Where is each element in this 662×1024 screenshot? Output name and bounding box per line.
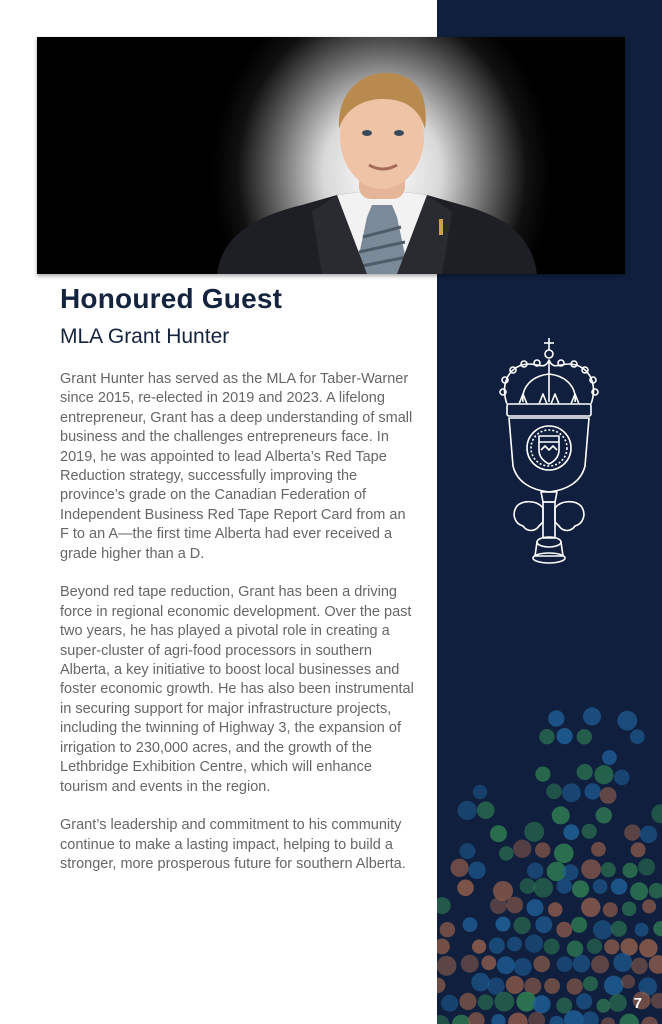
decorative-dot [507,937,522,952]
decorative-dot [506,976,524,994]
decorative-dot [581,898,600,917]
decorative-dot [587,939,602,954]
decorative-dot [539,729,554,744]
decorative-dot [613,953,632,972]
decorative-dot [639,939,657,957]
decorative-dot [593,879,608,894]
decorative-dot [497,956,515,974]
decorative-dot [576,993,592,1009]
decorative-dot [459,993,476,1010]
decorative-dot [533,956,550,973]
decorative-dot [525,935,543,953]
decorative-dot [441,995,458,1012]
decorative-dot [489,938,505,954]
decorative-dot [651,993,662,1009]
decorative-dot [490,897,507,914]
decorative-dot [649,883,662,899]
decorative-dot [571,917,587,933]
decorative-dot [494,992,514,1012]
decorative-dot [630,882,648,900]
decorative-dot [468,862,485,879]
decorative-dot [528,1012,545,1024]
decorative-dot [554,844,574,864]
decorative-dot [477,801,495,819]
decorative-dot [593,920,612,939]
decorative-dot [631,842,646,857]
decorative-dot [526,899,543,916]
decorative-dot [461,955,479,973]
decorative-dot [481,955,496,970]
decorative-dot [513,917,530,934]
decorative-dot [437,956,457,976]
decorative-dot [567,941,583,957]
bio-paragraph-1: Grant Hunter has served as the MLA for Taber-Warner since 2015, re-elected in 2019 and 2023. A lifelong entrepreneur, Grant has a deep understanding of small business and the challenges entrepreneurs face. In 2019, he was appointed to lead Alberta’s Red Tape Reduction strategy, successfully improving the province’s grade on the Canadian Federation of Independent Business Red Tape Report Card from an F to an A—the first time Alberta had ever received a grade higher than a D. [60,371,413,562]
decorative-dot [585,783,601,799]
decorative-dot [624,824,640,840]
decorative-dot [622,902,637,917]
decorative-dot [631,958,648,975]
decorative-dot [557,728,573,744]
decorative-dot [601,862,616,877]
decorative-dot [583,707,601,725]
decorative-dot [546,784,562,800]
decorative-dot [620,1014,639,1024]
decorative-dot [630,729,645,744]
decorative-dot [535,916,552,933]
decorative-dot [581,859,601,879]
page-number: 7 [633,995,642,1012]
decorative-dot [640,826,657,843]
mace-crown-emblem [493,336,605,568]
decorative-dot [499,846,514,861]
decorative-dot [556,922,572,938]
decorative-dot [496,917,511,932]
decorative-dot [506,897,523,914]
decorative-dot [552,806,570,824]
decorative-dot [623,863,638,878]
decorative-dot [463,917,478,932]
decorative-dot [567,978,583,994]
decorative-dot [582,1011,599,1024]
decorative-dot [544,939,560,955]
decorative-dot [609,994,627,1012]
decorative-dot [577,764,593,780]
decorative-dot [544,978,560,994]
decorative-dot [533,878,553,898]
decorative-dot [638,859,655,876]
decorative-dot [572,880,589,897]
portrait-photo [37,37,625,274]
decorative-dot [649,955,662,974]
bio-paragraph-2: Beyond red tape reduction, Grant has been a driving force in regional economic development. Over the past two years, he has played a pivotal role in creating a super-cluster of agri-food processors in southern Alberta, a key initiative to boost local businesses and foster economic growth. He has also been instrumental in securing support for major infrastructure projects, including the twinning of Highway 3, the expansion of irrigation to 230,000 acres, and the growth of the Lethbridge Exhibition Centre, which will enhance tourism and events in the region. [60,584,414,795]
decorative-dot [437,939,450,955]
decorative-dot [604,939,619,954]
page-heading: Honoured Guest [60,283,283,314]
decorative-dot [527,863,543,879]
decorative-dot [621,975,635,989]
decorative-dot [557,956,573,972]
decorative-dot [596,999,610,1013]
decorative-dot [535,842,550,857]
decorative-dot [520,878,536,894]
guest-name: MLA Grant Hunter [60,325,230,348]
decorative-dot [440,922,455,937]
decorative-dot [533,995,551,1013]
decorative-dot [617,711,637,731]
decorative-dot [513,840,531,858]
decorative-dot [452,1015,471,1024]
decorative-dot [611,878,627,894]
decorative-dot [468,1012,485,1024]
decorative-dot [478,994,494,1010]
decorative-dot [642,899,656,913]
decorative-dot [490,825,507,842]
decorative-dot [473,785,487,799]
decorative-dot [563,824,579,840]
decorative-dot [577,729,592,744]
decorative-dot [437,978,445,994]
decorative-dot [602,750,617,765]
decorative-dot [437,897,451,914]
decorative-dot [563,864,579,880]
decorative-dot [591,842,606,857]
decorative-dot [562,783,581,802]
decorative-dot [651,804,662,823]
decorative-dot [601,1017,615,1024]
decorative-dot [600,787,617,804]
decorative-dot [557,878,572,893]
decorative-dot [459,843,475,859]
bio-paragraph-3: Grant’s leadership and commitment to his community continue to make a lasting impact, helping to build a stronger, more prosperous future for southern Alberta. [60,817,406,873]
decorative-dot [653,921,662,936]
decorative-dot [614,770,630,786]
decorative-dot [583,976,598,991]
decorative-dot [635,923,649,937]
biography [60,370,415,894]
decorative-dot [548,710,564,726]
decorative-dot [472,940,486,954]
decorative-dot [458,801,477,820]
decorative-dot [604,976,624,996]
decorative-dot [594,765,613,784]
decorative-dot [437,1015,450,1024]
decorative-dot [641,1017,658,1024]
decorative-dot [582,824,597,839]
decorative-dot [620,938,637,955]
decorative-dot [548,902,563,917]
decorative-dot [596,807,612,823]
decorative-dot [491,1014,505,1024]
decorative-dot [611,921,627,937]
decorative-dot [514,958,532,976]
decorative-dot [457,880,474,897]
decorative-dot [573,955,591,973]
decorative-dot [591,955,609,973]
decorative-dot [549,1016,563,1024]
decorative-dot [450,859,468,877]
decorative-dot [508,1013,528,1024]
decorative-dot [603,902,618,917]
decorative-dot [524,822,544,842]
decorative-dot [471,973,490,992]
decorative-dot [535,767,550,782]
